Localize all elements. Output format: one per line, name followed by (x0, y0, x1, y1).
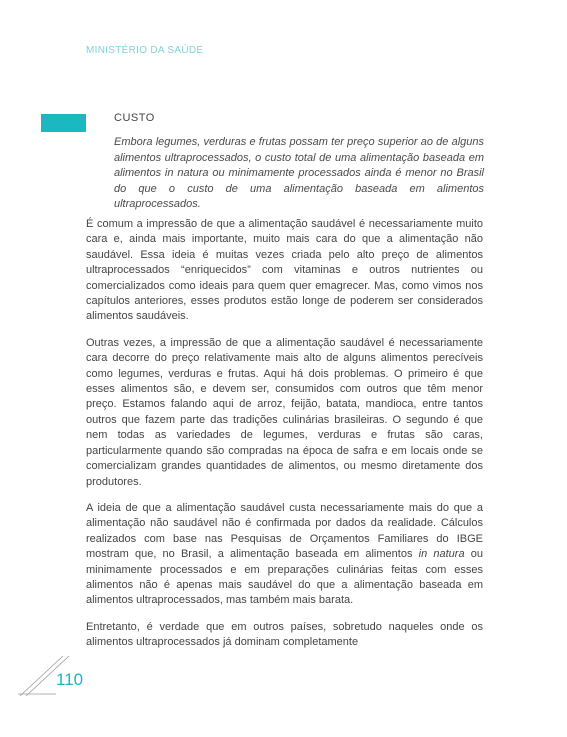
paragraph-1: É comum a impressão de que a alimentação saudável é necessariamente muito cara e, ainda mais importante, muito mais cara do que a alimentação não saudável. Essa ideia é muitas vezes criada pelo alto preço de alimentos ultraprocessados “enriquecidos” com vitaminas e outros nutrientes ou comercializados como ideais para quem quer emagrecer. Mas, como vimos nos capítulos anteriores, esses produtos estão longe de poderem ser considerados alimentos saudáveis. (86, 218, 483, 323)
paragraph-3-italic: in natura (418, 548, 465, 561)
body-text (86, 217, 483, 662)
section-accent-bar (41, 114, 86, 132)
paragraph-4: Entretanto, é verdade que em outros países, sobretudo naqueles onde os alimentos ultraprocessados já dominam completamente (86, 620, 483, 649)
paragraph-2: Outras vezes, a impressão de que a alimentação saudável é necessariamente cara decorre do preço relativamente mais alto de alguns alimentos perecíveis como legumes, verduras e frutas. Aqui há dois problemas. O primeiro é que esses alimentos são, e devem ser, consumidos com outros que têm menor preço. Estamos falando aqui de arroz, feijão, batata, mandioca, entre tantos outros que fazem parte das tradições culinárias brasileiras. O segundo é que nem todas as variedades de legumes, verduras e frutas são caras, particularmente quando são compradas na época de safra e em locais onde se comercializam grandes quantidades de alimentos, ou mesmo diretamente dos produtores. (86, 336, 483, 488)
paragraph-3 (86, 501, 483, 609)
running-header: MINISTÉRIO DA SAÚDE (86, 45, 204, 56)
section-lead-text: Embora legumes, verduras e frutas possam ter preço superior ao de alguns alimentos ultraprocessados, o custo total de uma alimentação baseada em alimentos in natura ou minimamente processados ainda é menor no Brasil do que o custo de uma alimentação baseada em alimentos ultraprocessados. (114, 136, 484, 210)
page-number: 110 (56, 670, 84, 689)
paragraph-3-part-1: A ideia de que a alimentação saudável custa necessariamente mais do que a alimentação não saudável não é confirmada por dados da realidade. Cálculos realizados com base nas Pesquisas de Orçamentos Familiares do IBGE mostram que, no Brasil, a alimentação baseada em alimentos (86, 501, 483, 561)
paragraph-3-part-2: ou minimamente processados e em preparações culinárias feitas com esses alimentos não é apenas mais saudável do que a alimentação baseada em alimentos ultraprocessados, mas também mais barata. (86, 548, 483, 607)
section-title: CUSTO (114, 112, 155, 124)
